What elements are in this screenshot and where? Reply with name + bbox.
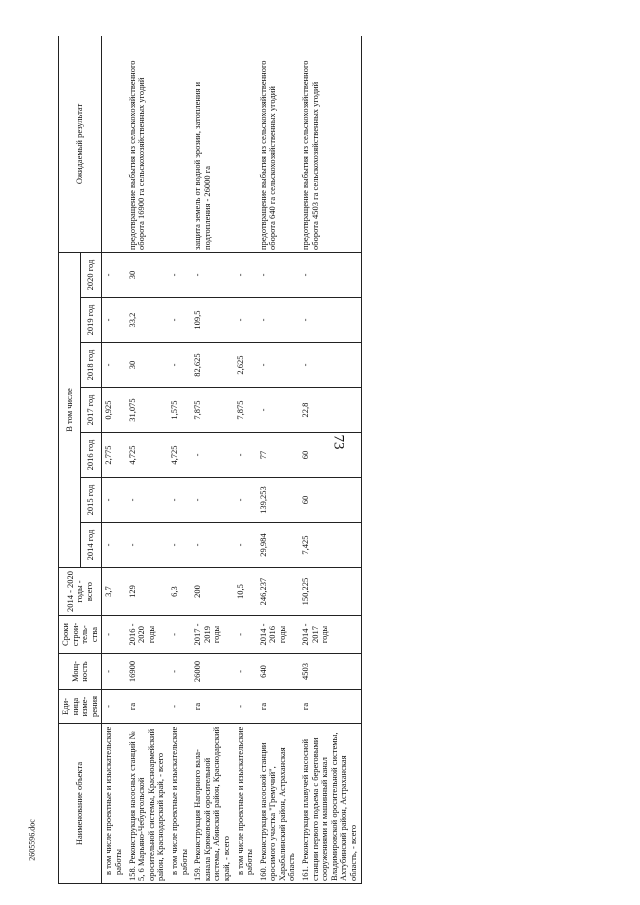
term-cell: 2017 - 2019 годы — [191, 616, 233, 654]
table-row — [234, 36, 257, 884]
year-2016-cell: 4,725 — [168, 433, 191, 478]
term-cell: - — [102, 616, 126, 654]
year-2018-cell: 2,625 — [234, 343, 257, 388]
unit-cell: га — [126, 690, 168, 724]
total-cell: 200 — [191, 568, 233, 616]
object-name: 159. Реконструкция Нагорного вала-канала Крюковской оросительной системы, Абинский район, Краснодарский край, - всего — [191, 724, 233, 884]
capacity-cell: 16900 — [126, 654, 168, 690]
term-cell: 2014 - 2017 годы — [299, 616, 361, 654]
year-2014-cell: - — [234, 523, 257, 568]
total-cell: 150,225 — [299, 568, 361, 616]
header-result: Ожидаемый результат — [59, 36, 102, 252]
year-2014-cell: 7,425 — [299, 523, 361, 568]
year-2020-cell: - — [191, 252, 233, 297]
year-2020-cell: 30 — [126, 252, 168, 297]
year-2015-cell: - — [126, 478, 168, 523]
object-name: в том числе проектные и изыскательские работы — [234, 724, 257, 884]
year-2018-cell: - — [299, 343, 361, 388]
year-2015-cell: - — [191, 478, 233, 523]
result-cell: предотвращение выбытия из сельскохозяйственного оборота 16900 га сельскохозяйственных угодий — [126, 36, 168, 252]
term-cell: - — [168, 616, 191, 654]
total-cell: 3,7 — [102, 568, 126, 616]
capacity-cell: 640 — [257, 654, 299, 690]
year-2015-cell: - — [234, 478, 257, 523]
year-2015-cell: 139,253 — [257, 478, 299, 523]
year-2018-cell: 82,625 — [191, 343, 233, 388]
year-2015-cell: - — [168, 478, 191, 523]
table-row — [191, 36, 233, 884]
year-2017-cell: 7,875 — [191, 388, 233, 433]
capacity-cell: 26000 — [191, 654, 233, 690]
object-name: 161. Реконструкция плавучей насосной станции первого подъема с береговыми сооружениями и машинный канал Владимировской оросительной системы, Ахтубинский район, Астраханская область, - всего — [299, 724, 361, 884]
page-number: 73 — [330, 434, 347, 450]
term-cell: 2014 - 2016 годы — [257, 616, 299, 654]
result-cell: защита земель от водной эрозии, затопления и подтопления - 26000 га — [191, 36, 233, 252]
unit-cell: - — [168, 690, 191, 724]
header-term: Сроки строи-тель-ства — [59, 616, 102, 654]
year-2018-cell: - — [168, 343, 191, 388]
total-cell: 10,5 — [234, 568, 257, 616]
year-2019-cell: - — [168, 298, 191, 343]
header-year: 2015 год — [80, 478, 102, 523]
year-2019-cell: - — [234, 298, 257, 343]
header-year: 2020 год — [80, 252, 102, 297]
object-name: 158. Реконструкция насосных станций № 5, 6 Марьяно-Чебургольской оросительной системы, Красноармейский район, Краснодарский край, - всего — [126, 724, 168, 884]
table-header — [59, 36, 102, 884]
year-2015-cell: - — [102, 478, 126, 523]
year-2017-cell: - — [257, 388, 299, 433]
table-row — [299, 36, 361, 884]
header-year: 2017 год — [80, 388, 102, 433]
objects-table — [58, 36, 362, 884]
year-2016-cell: - — [191, 433, 233, 478]
table-row — [126, 36, 168, 884]
total-cell: 6,3 — [168, 568, 191, 616]
year-2017-cell: 22,8 — [299, 388, 361, 433]
year-2019-cell: 109,5 — [191, 298, 233, 343]
year-2019-cell: - — [257, 298, 299, 343]
year-2020-cell: - — [102, 252, 126, 297]
document-filename: 2605596.doc — [27, 819, 37, 861]
year-2017-cell: 7,875 — [234, 388, 257, 433]
year-2020-cell: - — [257, 252, 299, 297]
year-2019-cell: 33,2 — [126, 298, 168, 343]
result-cell — [234, 36, 257, 252]
year-2014-cell: - — [126, 523, 168, 568]
year-2014-cell: - — [168, 523, 191, 568]
year-2014-cell: 29,984 — [257, 523, 299, 568]
total-cell: 246,237 — [257, 568, 299, 616]
header-unit: Еди-ница изме-рения — [59, 690, 102, 724]
year-2016-cell: 4,725 — [126, 433, 168, 478]
unit-cell: га — [257, 690, 299, 724]
header-name: Наименование объекта — [59, 724, 102, 884]
unit-cell: га — [191, 690, 233, 724]
year-2015-cell: 60 — [299, 478, 361, 523]
header-year: 2016 год — [80, 433, 102, 478]
result-cell: предотвращение выбытия из сельскохозяйственного оборота 4503 га сельскохозяйственных угодий — [299, 36, 361, 252]
unit-cell: га — [299, 690, 361, 724]
unit-cell: - — [234, 690, 257, 724]
year-2016-cell: 2,775 — [102, 433, 126, 478]
header-including: В том числе — [59, 252, 81, 567]
object-name: 160. Реконструкция насосной станции оросимого участка "Гремучий", Харабалинский район, Астраханская область — [257, 724, 299, 884]
year-2014-cell: - — [191, 523, 233, 568]
result-cell: предотвращение выбытия из сельскохозяйственного оборота 640 га сельскохозяйственных угодий — [257, 36, 299, 252]
result-cell — [168, 36, 191, 252]
year-2016-cell: - — [234, 433, 257, 478]
year-2017-cell: 0,925 — [102, 388, 126, 433]
result-cell — [102, 36, 126, 252]
year-2016-cell: 60 — [299, 433, 361, 478]
year-2016-cell: 77 — [257, 433, 299, 478]
total-cell: 129 — [126, 568, 168, 616]
rotated-table-container — [58, 36, 578, 884]
capacity-cell: - — [234, 654, 257, 690]
year-2017-cell: 1,575 — [168, 388, 191, 433]
object-name: в том числе проектные и изыскательские работы — [102, 724, 126, 884]
header-capacity: Мощ-ность — [59, 654, 102, 690]
term-cell: - — [234, 616, 257, 654]
year-2018-cell: - — [102, 343, 126, 388]
year-2017-cell: 31,075 — [126, 388, 168, 433]
term-cell: 2016 - 2020 годы — [126, 616, 168, 654]
header-year: 2019 год — [80, 298, 102, 343]
table-row — [257, 36, 299, 884]
header-total: 2014 - 2020 годы - всего — [59, 568, 102, 616]
year-2018-cell: 30 — [126, 343, 168, 388]
capacity-cell: 4503 — [299, 654, 361, 690]
unit-cell: - — [102, 690, 126, 724]
table-row — [168, 36, 191, 884]
header-year: 2014 год — [80, 523, 102, 568]
capacity-cell: - — [102, 654, 126, 690]
year-2020-cell: - — [299, 252, 361, 297]
header-year: 2018 год — [80, 343, 102, 388]
year-2019-cell: - — [102, 298, 126, 343]
year-2019-cell: - — [299, 298, 361, 343]
object-name: в том числе проектные и изыскательские работы — [168, 724, 191, 884]
table-row — [102, 36, 126, 884]
table-sheet — [58, 36, 578, 884]
year-2020-cell: - — [168, 252, 191, 297]
year-2014-cell: - — [102, 523, 126, 568]
year-2018-cell: - — [257, 343, 299, 388]
year-2020-cell: - — [234, 252, 257, 297]
capacity-cell: - — [168, 654, 191, 690]
